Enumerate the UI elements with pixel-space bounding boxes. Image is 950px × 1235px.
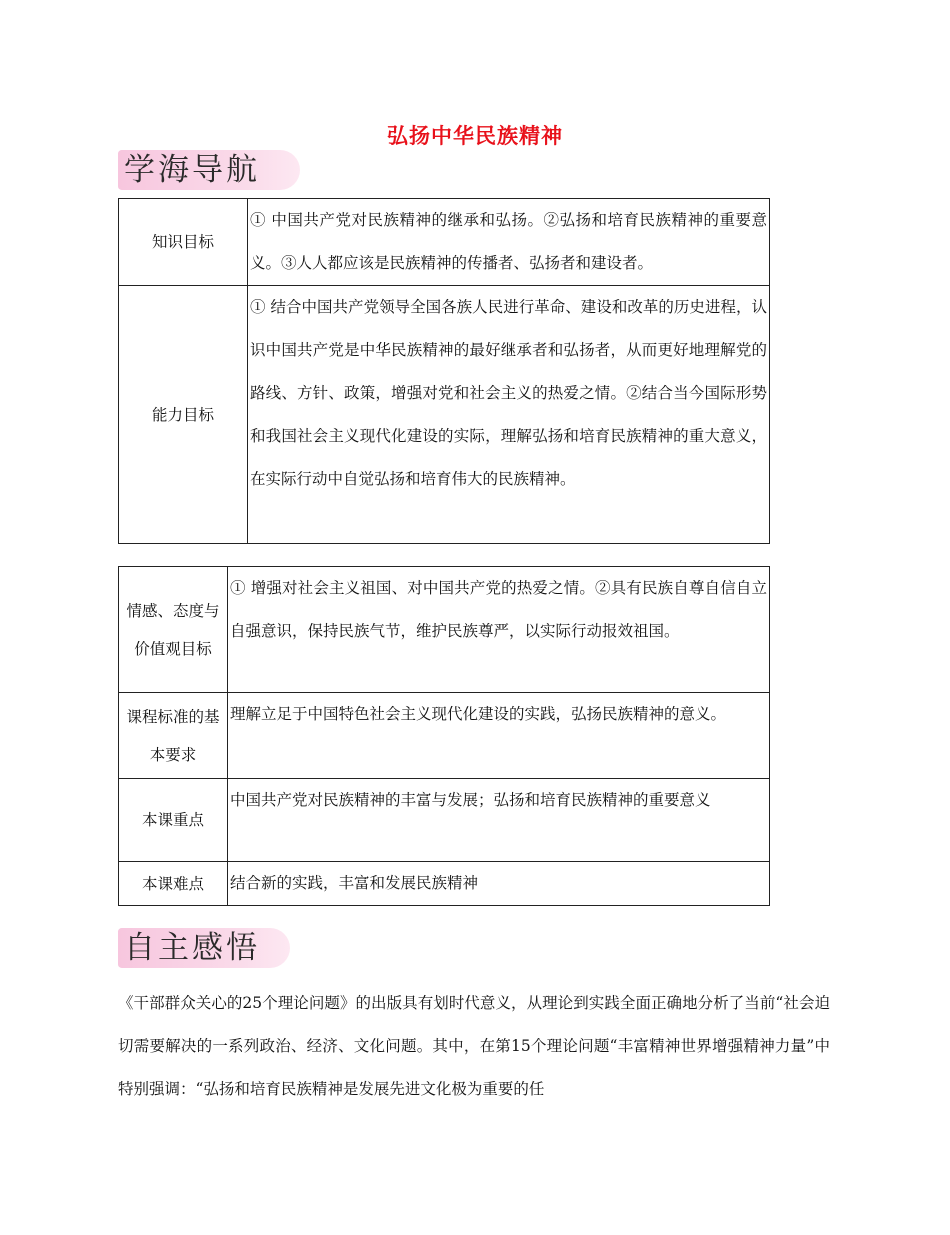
section-banner-self-reflection [118, 928, 290, 968]
page-title: 弘扬中华民族精神 [387, 124, 563, 148]
section-banner-label: 自主感悟 [124, 930, 260, 966]
table-content-cell: ① 结合中国共产党领导全国各族人民进行革命、建设和改革的历史进程，认识中国共产党是中华民族精神的最好继承者和弘扬者，从而更好地理解党的路线、方针、政策，增强对党和社会主义的热爱之情。②结合当今国际形势和我国社会主义现代化建设的实际，理解弘扬和培育民族精神的重大意义，在实际行动中自觉弘扬和培育伟大的民族精神。 [248, 286, 770, 544]
table-content-cell: 理解立足于中国特色社会主义现代化建设的实践，弘扬民族精神的意义。 [228, 693, 770, 779]
table-label-cell: 本课难点 [119, 862, 228, 906]
section-banner-study-guide [118, 150, 300, 190]
table-row [119, 779, 770, 862]
table-row [119, 693, 770, 779]
table-row [119, 567, 770, 693]
table-label-cell: 情感、态度与价值观目标 [119, 567, 228, 693]
table-content-cell: 中国共产党对民族精神的丰富与发展；弘扬和培育民族精神的重要意义 [228, 779, 770, 862]
table-row [119, 286, 770, 544]
objectives-table-2 [118, 566, 770, 906]
objectives-table-1 [118, 198, 770, 544]
table-label-cell: 知识目标 [119, 199, 248, 286]
body-paragraph: 《干部群众关心的25个理论问题》的出版具有划时代意义，从理论到实践全面正确地分析了当前“社会迫切需要解决的一系列政治、经济、文化问题。其中，在第15个理论问题“丰富精神世界增强精神力量”中特别强调：“弘扬和培育民族精神是发展先进文化极为重要的任 [118, 994, 830, 1098]
table-label-cell: 能力目标 [119, 286, 248, 544]
table-content-cell: ① 增强对社会主义祖国、对中国共产党的热爱之情。②具有民族自尊自信自立自强意识，保持民族气节，维护民族尊严，以实际行动报效祖国。 [228, 567, 770, 693]
section-banner-label: 学海导航 [124, 152, 260, 188]
table-content-cell: 结合新的实践，丰富和发展民族精神 [228, 862, 770, 906]
table-row [119, 199, 770, 286]
table-content-cell: ① 中国共产党对民族精神的继承和弘扬。②弘扬和培育民族精神的重要意义。③人人都应该是民族精神的传播者、弘扬者和建设者。 [248, 199, 770, 286]
table-row [119, 862, 770, 906]
table-label-cell: 本课重点 [119, 779, 228, 862]
table-label-cell: 课程标准的基本要求 [119, 693, 228, 779]
